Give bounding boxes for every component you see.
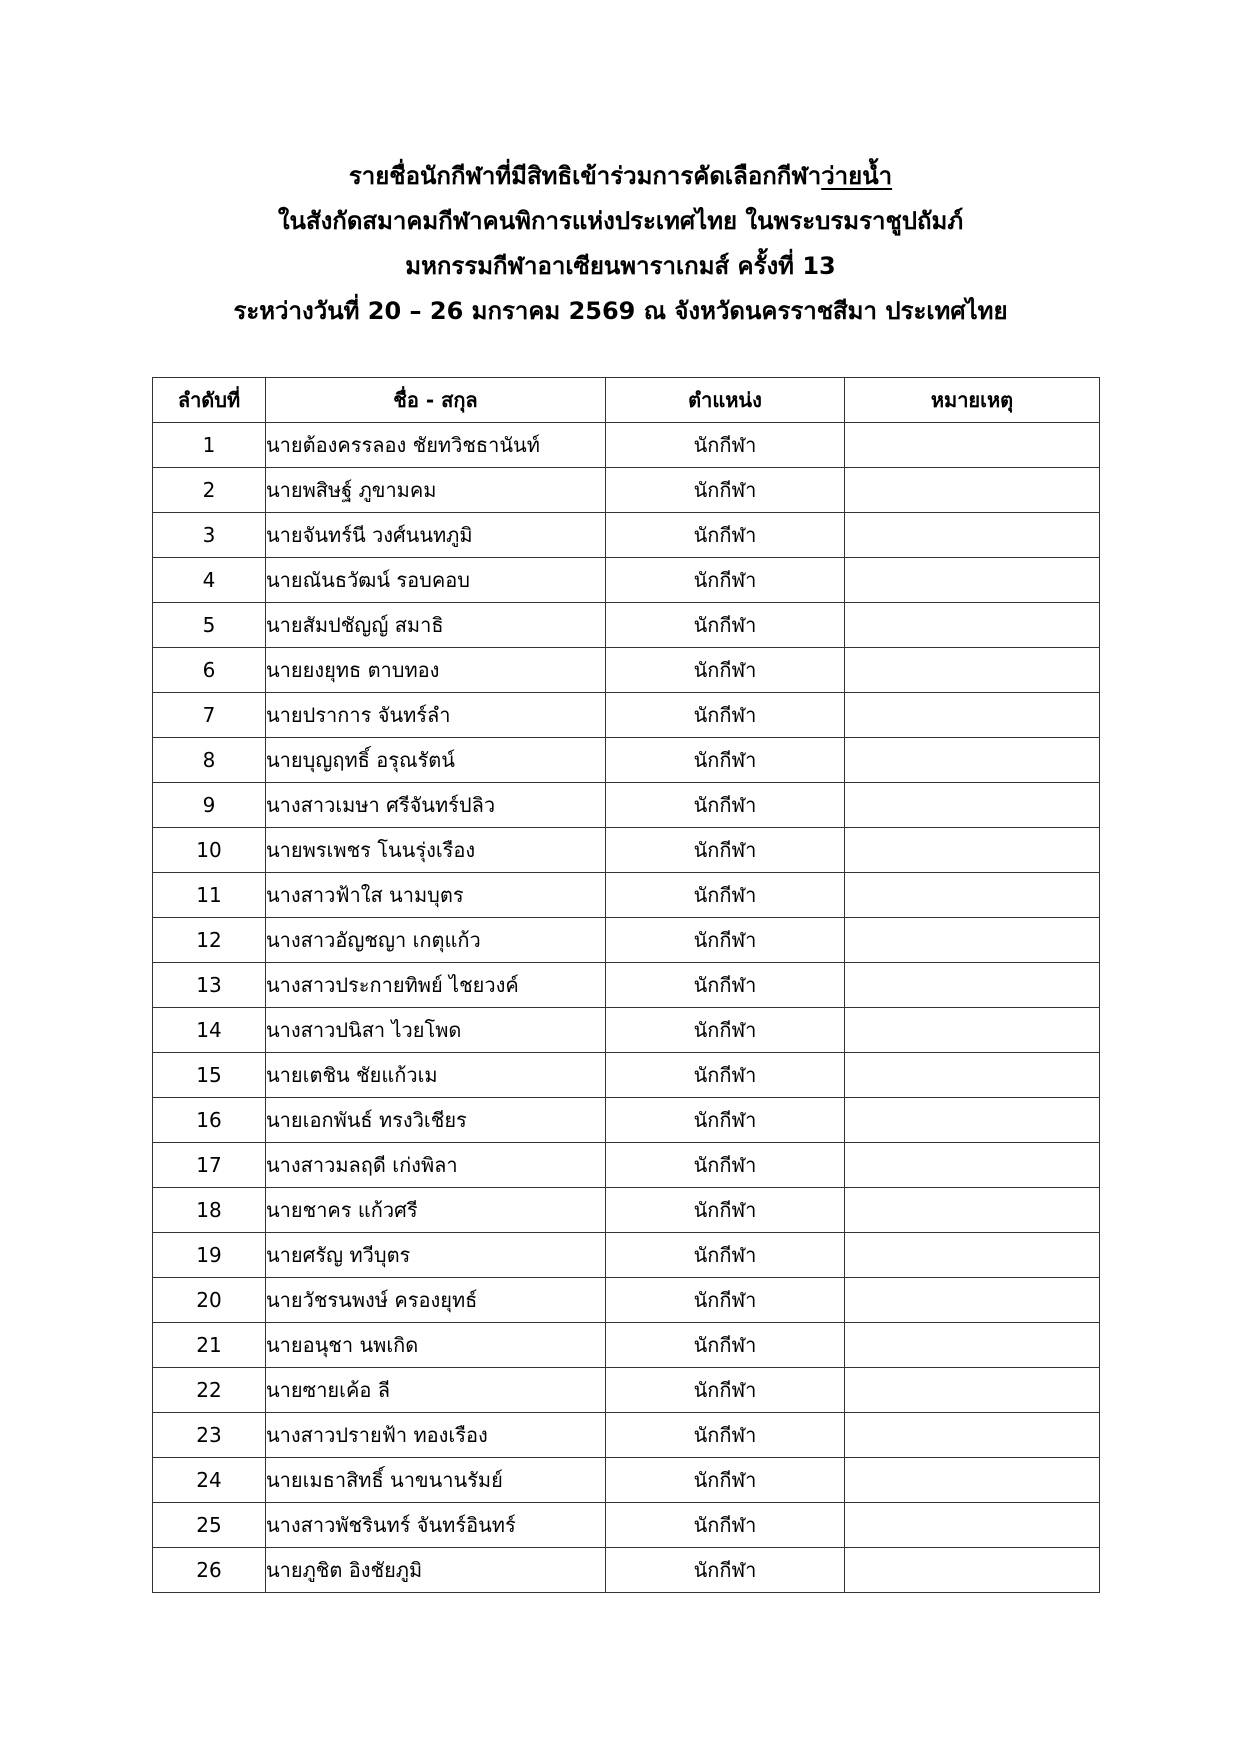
- table-row: [153, 738, 1100, 783]
- athlete-position: นักกีฬา: [606, 1098, 845, 1143]
- athlete-note: [845, 1053, 1100, 1098]
- athlete-position: นักกีฬา: [606, 558, 845, 603]
- athlete-position: นักกีฬา: [606, 1548, 845, 1593]
- athlete-note: [845, 513, 1100, 558]
- athlete-name: นายยงยุทธ ตาบทอง: [266, 648, 606, 693]
- athlete-position: นักกีฬา: [606, 1008, 845, 1053]
- athlete-name: นางสาวปรายฟ้า ทองเรือง: [266, 1413, 606, 1458]
- athlete-position: นักกีฬา: [606, 1323, 845, 1368]
- athlete-note: [845, 1143, 1100, 1188]
- athlete-position: นักกีฬา: [606, 1053, 845, 1098]
- heading-organization: ในสังกัดสมาคมกีฬาคนพิการแห่งประเทศไทย ในพระบรมราชูปถัมภ์: [277, 207, 964, 235]
- header-position: ตำแหน่ง: [606, 378, 845, 423]
- athlete-position: นักกีฬา: [606, 648, 845, 693]
- table-row: [153, 1368, 1100, 1413]
- athlete-position: นักกีฬา: [606, 1233, 845, 1278]
- row-number: 15: [153, 1053, 266, 1098]
- athlete-name: นางสาวปนิสา ไวยโพด: [266, 1008, 606, 1053]
- table-row: [153, 1278, 1100, 1323]
- row-number: 7: [153, 693, 266, 738]
- athlete-note: [845, 783, 1100, 828]
- athlete-name: นายต้องครรลอง ชัยทวิชธานันท์: [266, 423, 606, 468]
- athlete-note: [845, 738, 1100, 783]
- athlete-name: นางสาวอัญชญา เกตุแก้ว: [266, 918, 606, 963]
- row-number: 5: [153, 603, 266, 648]
- athlete-note: [845, 468, 1100, 513]
- athlete-note: [845, 1188, 1100, 1233]
- header-number: ลำดับที่: [153, 378, 266, 423]
- row-number: 6: [153, 648, 266, 693]
- athlete-name: นายอนุชา นพเกิด: [266, 1323, 606, 1368]
- table-row: [153, 513, 1100, 558]
- table-row: [153, 1143, 1100, 1188]
- row-number: 11: [153, 873, 266, 918]
- row-number: 17: [153, 1143, 266, 1188]
- athlete-name: นางสาวเมษา ศรีจันทร์ปลิว: [266, 783, 606, 828]
- table-row: [153, 1548, 1100, 1593]
- athlete-note: [845, 423, 1100, 468]
- header-name: ชื่อ - สกุล: [266, 378, 606, 423]
- athlete-note: [845, 1548, 1100, 1593]
- athlete-position: นักกีฬา: [606, 873, 845, 918]
- athlete-note: [845, 828, 1100, 873]
- table-row: [153, 1233, 1100, 1278]
- athlete-note: [845, 1503, 1100, 1548]
- athlete-position: นักกีฬา: [606, 1413, 845, 1458]
- table-row: [153, 783, 1100, 828]
- table-body: [153, 423, 1100, 1593]
- athlete-note: [845, 1368, 1100, 1413]
- athlete-name: นายสัมปชัญญ์ สมาธิ: [266, 603, 606, 648]
- athlete-note: [845, 1008, 1100, 1053]
- table-row: [153, 873, 1100, 918]
- table-row: [153, 693, 1100, 738]
- athlete-name: นายจันทร์นี วงศ์นนทภูมิ: [266, 513, 606, 558]
- row-number: 13: [153, 963, 266, 1008]
- heading-dates-venue: ระหว่างวันที่ 20 – 26 มกราคม 2569 ณ จังหวัดนครราชสีมา ประเทศไทย: [233, 297, 1008, 325]
- athlete-note: [845, 1323, 1100, 1368]
- row-number: 18: [153, 1188, 266, 1233]
- table-row: [153, 1098, 1100, 1143]
- athlete-name: นางสาวประกายทิพย์ ไชยวงค์: [266, 963, 606, 1008]
- athlete-position: นักกีฬา: [606, 1278, 845, 1323]
- athlete-name: นายชาคร แก้วศรี: [266, 1188, 606, 1233]
- row-number: 2: [153, 468, 266, 513]
- athlete-position: นักกีฬา: [606, 918, 845, 963]
- athlete-name: นายปราการ จันทร์ลำ: [266, 693, 606, 738]
- athlete-name: นายพรเพชร โนนรุ่งเรือง: [266, 828, 606, 873]
- table-row: [153, 1008, 1100, 1053]
- heading-title: [0, 154, 1241, 199]
- athlete-name: นายวัชรนพงษ์ ครองยุทธ์: [266, 1278, 606, 1323]
- athlete-name: นายเมธาสิทธิ์ นาขนานรัมย์: [266, 1458, 606, 1503]
- row-number: 25: [153, 1503, 266, 1548]
- athlete-position: นักกีฬา: [606, 423, 845, 468]
- row-number: 3: [153, 513, 266, 558]
- athlete-name: นายศรัญ ทวีบุตร: [266, 1233, 606, 1278]
- athlete-name: นายณันธวัฒน์ รอบคอบ: [266, 558, 606, 603]
- athlete-name: นายซายเค้อ ลี: [266, 1368, 606, 1413]
- athlete-name: นางสาวมลฤดี เก่งพิลา: [266, 1143, 606, 1188]
- athlete-roster-table: [152, 377, 1100, 1593]
- row-number: 19: [153, 1233, 266, 1278]
- athlete-note: [845, 1098, 1100, 1143]
- table-row: [153, 1458, 1100, 1503]
- row-number: 8: [153, 738, 266, 783]
- table-row: [153, 423, 1100, 468]
- row-number: 1: [153, 423, 266, 468]
- athlete-name: นายเตชิน ชัยแก้วเม: [266, 1053, 606, 1098]
- athlete-position: นักกีฬา: [606, 963, 845, 1008]
- athlete-position: นักกีฬา: [606, 603, 845, 648]
- row-number: 9: [153, 783, 266, 828]
- athlete-note: [845, 918, 1100, 963]
- table-row: [153, 468, 1100, 513]
- row-number: 24: [153, 1458, 266, 1503]
- table-row: [153, 1503, 1100, 1548]
- athlete-position: นักกีฬา: [606, 1458, 845, 1503]
- athlete-note: [845, 1413, 1100, 1458]
- athlete-note: [845, 1458, 1100, 1503]
- heading-sport-name: ว่ายน้ำ: [821, 162, 893, 190]
- row-number: 20: [153, 1278, 266, 1323]
- athlete-note: [845, 1278, 1100, 1323]
- row-number: 23: [153, 1413, 266, 1458]
- table-row: [153, 1053, 1100, 1098]
- row-number: 26: [153, 1548, 266, 1593]
- athlete-name: นายพสิษฐ์ ภูขามคม: [266, 468, 606, 513]
- athlete-position: นักกีฬา: [606, 1368, 845, 1413]
- athlete-position: นักกีฬา: [606, 1503, 845, 1548]
- table-row: [153, 1323, 1100, 1368]
- athlete-name: นางสาวพัชรินทร์ จันทร์อินทร์: [266, 1503, 606, 1548]
- table-row: [153, 1188, 1100, 1233]
- table-header-row: [153, 378, 1100, 423]
- athlete-position: นักกีฬา: [606, 693, 845, 738]
- athlete-note: [845, 693, 1100, 738]
- row-number: 16: [153, 1098, 266, 1143]
- row-number: 10: [153, 828, 266, 873]
- table-row: [153, 918, 1100, 963]
- heading-event: มหกรรมกีฬาอาเซียนพาราเกมส์ ครั้งที่ 13: [405, 252, 836, 280]
- athlete-position: นักกีฬา: [606, 738, 845, 783]
- row-number: 22: [153, 1368, 266, 1413]
- table-row: [153, 828, 1100, 873]
- table-row: [153, 963, 1100, 1008]
- athlete-note: [845, 1233, 1100, 1278]
- table-row: [153, 603, 1100, 648]
- athlete-note: [845, 603, 1100, 648]
- athlete-position: นักกีฬา: [606, 513, 845, 558]
- table-row: [153, 558, 1100, 603]
- table-row: [153, 1413, 1100, 1458]
- document-heading: [0, 154, 1241, 334]
- athlete-name: นางสาวฟ้าใส นามบุตร: [266, 873, 606, 918]
- athlete-note: [845, 648, 1100, 693]
- athlete-name: นายภูชิต อิงชัยภูมิ: [266, 1548, 606, 1593]
- heading-title-prefix: รายชื่อนักกีฬาที่มีสิทธิเข้าร่วมการคัดเลือกกีฬา: [348, 162, 822, 190]
- row-number: 12: [153, 918, 266, 963]
- athlete-note: [845, 873, 1100, 918]
- athlete-name: นายเอกพันธ์ ทรงวิเชียร: [266, 1098, 606, 1143]
- row-number: 14: [153, 1008, 266, 1053]
- athlete-position: นักกีฬา: [606, 783, 845, 828]
- athlete-name: นายบุญฤทธิ์ อรุณรัตน์: [266, 738, 606, 783]
- row-number: 4: [153, 558, 266, 603]
- athlete-position: นักกีฬา: [606, 1188, 845, 1233]
- row-number: 21: [153, 1323, 266, 1368]
- table-row: [153, 648, 1100, 693]
- athlete-position: นักกีฬา: [606, 1143, 845, 1188]
- athlete-note: [845, 558, 1100, 603]
- athlete-position: นักกีฬา: [606, 468, 845, 513]
- athlete-position: นักกีฬา: [606, 828, 845, 873]
- header-note: หมายเหตุ: [845, 378, 1100, 423]
- athlete-note: [845, 963, 1100, 1008]
